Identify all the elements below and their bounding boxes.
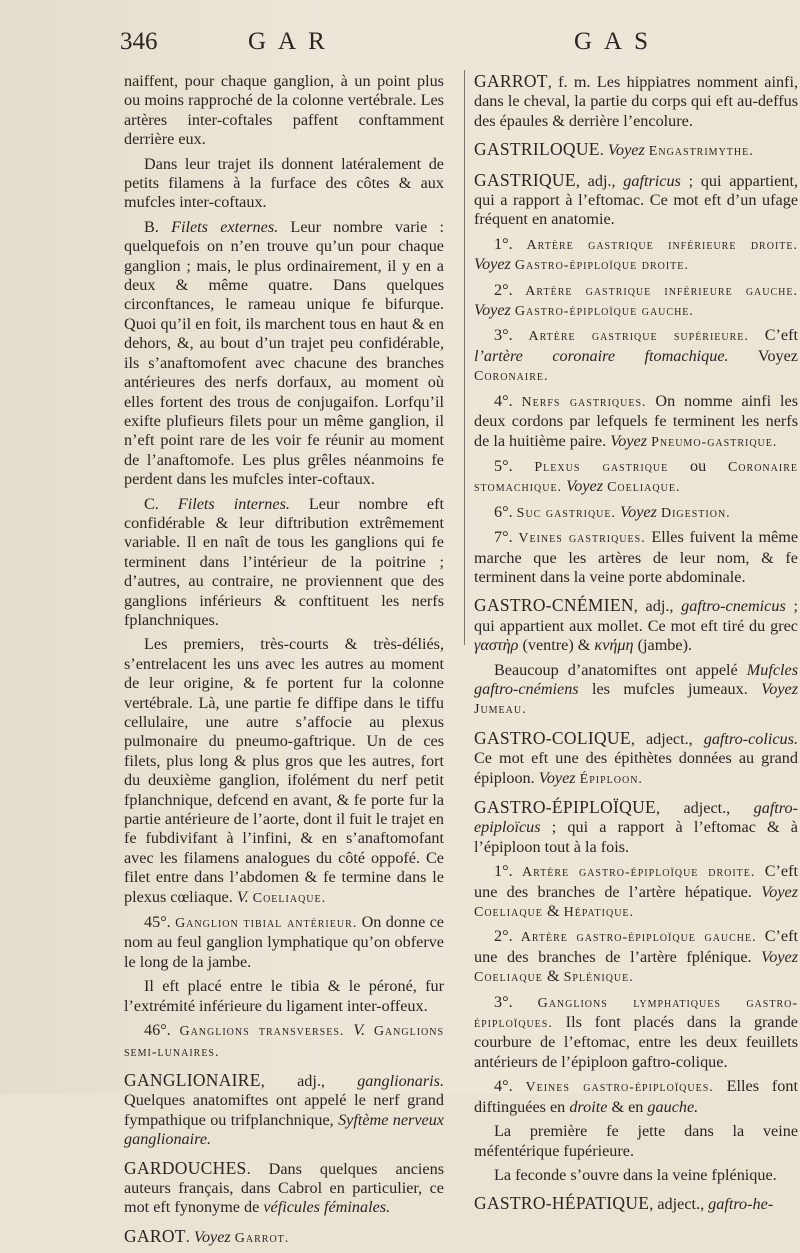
text-run: 3°. [494,992,538,1011]
cross-reference: Jumeau. [474,702,527,718]
page-number: 346 [120,28,158,55]
cross-reference: Splénique. [563,970,634,986]
text-run: (ventre) & [518,636,595,655]
entry-paragraph [474,862,798,922]
cross-reference: Coeliaque. [252,890,327,906]
text-run: C’eft une des branches de l’artère hépatique. [474,862,799,901]
cross-reference: Ganglions lymphatiques gastro-épiploïques. [474,995,798,1032]
text-run: Quelques anatomiftes ont appelé le nerf grand fympathique ou trifplanchnique, [124,1091,444,1129]
cross-reference: Coronaire. [474,369,549,385]
entry-paragraph [474,1166,798,1185]
text-run: Les premiers, très-courts & très-déliés, s’entrelacent les uns avec les autres au moment de leur origine, & fe portent fur la colonne vertébrale. Là, une partie fe diffipe dans le tiffu cellulaire, une autre s’affocie au plexus pulmonaire du pneumo-gaftrique. Un de ces filets, plus long & plus gros que les autres, fort du deuxième ganglion, ifolément du nerf petit fplanchnique, defcend en avant, & fe porte fur la partie antérieure de l’aorte, dont il fuit le trajet en fe fubdivifant à l’infini, & en s’anaftomofant avec les filamens analogues du côté oppofé. Ce filet entre dans l’abdomen & fe termine dans le plexus cœliaque. [124,635,445,906]
text-run: κνήμη [594,636,634,655]
text-run: On donne ce nom au feul ganglion lymphatique qu’on obferve le long de la jambe. [124,913,444,971]
text-run: gaftro-cnemicus [681,597,786,616]
text-run: , adj., [575,171,624,190]
text-run: 1°. [494,862,522,881]
text-run: les mufcles jumeaux. [578,679,762,698]
entry-paragraph [124,155,444,213]
cross-reference: Garrot. [234,1230,290,1246]
text-run: Voyez [193,1227,231,1246]
entry-headword: GANGLIONAIRE [124,1069,261,1090]
cross-reference: Coeliaque. [607,480,681,496]
text-run: C’eft une des branches de l’artère fplénique. [474,927,799,966]
entry-headword: GASTRO-HÉPATIQUE [474,1193,650,1214]
entry-paragraph [474,927,798,987]
text-run: , adj., [633,597,682,616]
text-run: Voyez [728,346,798,365]
text-run: & [542,902,564,921]
cross-reference: Artère gastro-épiploïque droite. [521,865,756,881]
cross-reference: Digestion. [660,505,731,521]
text-run: Leur nombre varie : quelquefois on n’en trouve qu’un pour chaque ganglion ; mais, le plus ordinairement, il y en a deux & même quatre. Dans quelques circonftances, le rameau unique fe bifurque. Quoi qu’il en foit, ils marchent tous en haut & en dehors, &, au bout d’un trajet peu confidérable, ils s’anaftomofent avec chacune des branches antérieures des nerfs dorfaux, au moment où elles fortent des trous de conjugaifon. Lorfqu’il exifte plufieurs filets pour un même ganglion, il n’eft point rare de les voir fe réunir au moment de l’anaftomofe. Les plus grêles néanmoins fe perdent dans les mufcles inter-coftaux. [124,217,444,489]
text-run: Filets externes. [171,217,279,236]
text-run: Voyez [761,882,798,901]
cross-reference: Suc gastrique. [516,505,617,521]
page-header [0,28,800,68]
cross-reference: Coeliaque [474,970,543,986]
dictionary-entry [474,1194,798,1214]
text-run: gaftro-colicus. [703,729,798,748]
text-run: La feconde s’ouvre dans la veine fplénique. [494,1165,777,1184]
text-run: Mufcles gaftro-cnémiens [474,660,798,698]
text-run: Voyez [474,255,511,274]
text-run: véficules féminales. [263,1198,391,1217]
cross-reference: Artère gastrique inférieure droite. [526,237,798,253]
text-run: Il eft placé entre le tibia & le péroné, fur l’extrémité inférieure du ligament inter-offeux. [124,977,444,1015]
text-run: ganglionaris. [357,1071,444,1090]
text-run: 45°. [144,913,176,932]
entry-paragraph [474,72,798,131]
text-run: , f. m. Les hippiatres nomment ainfi, dans le cheval, la partie du corps qui eft au-deffus des épaules & derrière l’encolure. [474,73,798,130]
cross-reference: Plexus gastrique [534,459,669,475]
cross-reference: Ganglions semi-lunaires. [124,1024,445,1060]
text-run: , adj., [260,1071,358,1090]
text-run: ou [668,456,728,475]
text-run: B. [144,217,172,236]
text-run: gaftro-he- [708,1195,774,1214]
entry-paragraph [474,392,798,452]
text-run: Voyez [538,768,576,787]
entry-paragraph [124,72,444,150]
text-run: Elles fuivent la même marche que les artères de leur nom, & fe terminent dans la veine porte abdominale. [474,528,799,586]
entry-paragraph [474,235,798,276]
entry-paragraph [474,1077,798,1117]
cross-reference: Artère gastrique supérieure. [528,329,749,345]
cross-reference: Artère gastro-épiploïque gauche. [520,930,757,946]
text-run: γαστὴρ [474,636,519,655]
cross-reference: Artère gastrique inférieure gauche. [525,283,798,299]
cross-reference: Ganglions transverses. [179,1024,345,1040]
text-run: On nomme ainfi les deux cordons par lefquels fe terminent les nerfs de la huitième paire. [474,391,798,450]
text-run: ; qui a rapport à l’eftomac & à l’épiploon tout à la fois. [474,818,798,856]
entry-paragraph [474,528,798,587]
dictionary-entry [124,1159,444,1218]
dictionary-entry [474,729,798,789]
cross-reference: Gastro-épiploïque droite. [514,258,689,274]
cross-reference: Ganglion tibial antérieur. [175,916,358,932]
entry-headword: GAROT [124,1225,186,1246]
cross-reference: Gastro-épiploïque gauche. [514,304,694,320]
entry-headword: GARROT [474,71,548,91]
text-run: . [185,1227,194,1246]
text-run: Syftème nerveux ganglionaire. [124,1110,444,1149]
text-run: . [599,141,608,160]
text-run: naiffent, pour chaque ganglion, à un point plus ou moins rapproché de la colonne vertébrale. Les artères inter-coftales paffent conftamment derrière eux. [124,72,444,149]
text-run [365,1021,374,1039]
cross-reference: Hépatique. [563,905,635,921]
text-run: Leur nombre eft confidérable & leur diftribution extrêmement variable. Il en naît de tous les ganglions qui fe terminent dans l’intérieur de la poitrine ; d’autres, au contraire, ne proviennent que des ganglions inférieurs & conftituent les nerfs fplanchniques. [124,494,444,629]
entry-paragraph [474,661,798,720]
text-run: 4°. [494,391,522,410]
text-run: V. [236,887,249,906]
text-run: ; qui appartient, qui a rapport à l’eftomac. Ce mot eft d’un ufage fréquent en anatomie. [474,171,799,229]
text-run: Ils font placés dans la grande courbure de l’eftomac, entre les deux feuillets antérieurs de l’épiploon gaftro-colique. [474,1013,798,1071]
dictionary-entry [474,140,798,161]
text-run: Voyez [761,947,798,966]
cross-reference: Nerfs gastriques. [521,394,647,410]
text-run: , adject., [656,799,754,817]
cross-reference: Pneumo-gastrique. [651,434,778,450]
entry-paragraph [474,1122,798,1161]
right-column [474,72,798,1220]
text-run: Voyez [620,502,657,521]
entry-paragraph [474,993,798,1073]
text-run: ; qui appartient aux mollet. Ce mot eft tiré du grec [474,597,798,635]
text-run: l’artère coronaire ftomachique. [474,346,729,365]
entry-headword: GARDOUCHES [124,1157,247,1178]
text-run: Voyez [610,431,648,450]
text-run: Dans leur trajet ils donnent latéralement de petits filamens à la furface des côtes & aux mufcles inter-coftaux. [124,154,444,212]
text-run: Voyez [607,141,645,160]
column-divider [464,70,465,645]
text-run: V. [353,1021,366,1040]
dictionary-entry [124,1071,444,1150]
entry-headword: GASTRILOQUE [474,139,600,160]
dictionary-entry [124,1227,444,1248]
text-run: Filets internes. [177,494,290,513]
entry-paragraph [124,977,444,1016]
text-run: Voyez [474,301,511,320]
cross-reference: Coronaire stomachique. [474,459,798,496]
text-run: gaftro-epiploïcus [474,799,798,837]
text-run: 1°. [494,234,527,253]
text-run: 46°. [144,1021,180,1040]
text-run: Elles font diftinguées en [474,1077,798,1116]
text-run: droite [569,1097,608,1116]
text-run: , adject., [630,729,704,748]
entry-paragraph [124,1021,444,1062]
left-column [124,72,444,1253]
text-run: 5°. [494,456,535,475]
running-head-right: GAS [574,28,661,55]
entry-paragraph [474,503,798,523]
cross-reference: Épiploon. [579,771,643,787]
cross-reference: Coeliaque [474,905,543,921]
running-head-left: GAR [248,28,337,55]
entry-headword: GASTRO-COLIQUE [474,727,631,748]
entry-paragraph [124,635,444,908]
cross-reference: Engastrimythe. [648,144,754,160]
text-run: 3°. [494,326,529,345]
text-run: . Dans quelques anciens auteurs français, dans Cabrol en particulier, ce mot eft fynonyme de [124,1159,444,1217]
entry-paragraph [474,457,798,498]
text-run: , adject., [649,1195,709,1214]
text-run [344,1021,353,1039]
entry-headword: GASTRIQUE [474,169,576,190]
cross-reference: Veines gastro-épiploïques. [525,1080,714,1096]
text-run: 6°. [494,502,517,521]
entry-headword: GASTRO-CNÉMIEN [474,595,634,616]
text-run: C’eft [748,326,799,345]
text-run: 4°. [494,1077,526,1096]
entry-paragraph [474,326,798,386]
text-run: Beaucoup d’anatomiftes ont appelé [494,660,747,679]
text-run: Voyez [566,477,604,496]
entry-paragraph [124,218,444,490]
text-run: C. [144,494,178,513]
text-run: 2°. [494,280,526,299]
text-run: 2°. [494,927,521,946]
text-run: La première fe jette dans la veine méfentérique fupérieure. [474,1122,798,1160]
text-run: Ce mot eft une des épithètes données au grand épiploon. [474,749,798,787]
entry-paragraph [124,495,444,631]
text-run: gauche. [647,1097,699,1116]
text-run: (jambe). [633,636,693,655]
dictionary-entry [474,596,798,655]
text-run: Voyez [761,679,798,698]
text-run: 7°. [494,528,519,547]
entry-headword: GASTRO-ÉPIPLOÏQUE [474,797,657,817]
dictionary-entry [474,798,798,857]
text-run: gaftricus [623,171,681,190]
entry-paragraph [124,913,444,972]
text-run: & en [607,1097,648,1116]
text-run: & [542,967,564,986]
cross-reference: Veines gastriques. [518,531,646,547]
entry-paragraph [474,281,798,322]
dictionary-entry [474,171,798,230]
